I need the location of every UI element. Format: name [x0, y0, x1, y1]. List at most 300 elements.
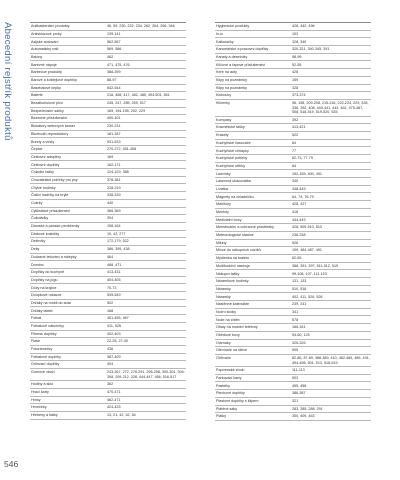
index-page-refs: 111-113 [292, 368, 305, 373]
index-page-refs: 22-25, 27-40 [107, 339, 128, 344]
index-page-refs: 562-567 [107, 39, 121, 44]
index-term: Odznaky [216, 340, 231, 345]
side-tab [0, 0, 24, 480]
index-page-refs: 531-533 [107, 139, 121, 144]
index-column-left [30, 22, 186, 420]
index-term: Náramkové hodinky [216, 279, 249, 284]
index-entry [215, 54, 371, 62]
index-page-refs: 52-55 [292, 62, 302, 67]
index-page-refs: 462-471 [107, 397, 121, 402]
index-entry [215, 147, 371, 155]
index-page-refs: 471, 475, 476 [107, 62, 130, 67]
index-entry [215, 46, 371, 54]
index-term: Hřebeny a šátky [31, 413, 58, 418]
index-page-refs: 428, 427 [292, 202, 307, 207]
index-term: Magnety na chladničku [216, 194, 254, 199]
index-page-refs: 366-369 [107, 208, 121, 213]
index-entry [30, 85, 186, 93]
index-page-refs: 13, 21, 42, 52, 54 [107, 413, 136, 418]
index-page-refs: 539-549 [107, 293, 121, 298]
index-term: Blokátory webových kamer [31, 124, 76, 129]
index-term: Automatický rošt [31, 47, 59, 52]
index-term: Doupkové rukávce [31, 293, 62, 298]
index-page-refs: 325-326 [292, 340, 306, 345]
index-term: Krasety [216, 133, 229, 138]
index-page-refs: 283, 285, 288, 291 [292, 406, 323, 411]
index-page-refs: 172-179, 522 [107, 239, 129, 244]
index-term: Mikiny [216, 240, 227, 245]
index-term: Chladicí tašky [31, 170, 54, 175]
index-entry [215, 247, 371, 255]
index-entry [30, 131, 186, 139]
index-entry [30, 192, 186, 200]
index-term: Doplňky na jógu [31, 277, 58, 282]
index-page-refs: 131, 133 [292, 279, 307, 284]
index-page-refs: 526 [292, 240, 299, 245]
index-page-refs: 124-129, 388 [107, 170, 129, 175]
index-entry [215, 232, 371, 240]
index-entry [215, 240, 371, 248]
index-page-refs: 468, 471 [107, 262, 122, 267]
index-term: Asijské stolování [31, 39, 59, 44]
index-page-refs: 404-405 [107, 277, 121, 282]
index-page-refs: 505 [292, 348, 299, 353]
index-entry [30, 100, 186, 108]
index-entry [215, 332, 371, 340]
index-term: Meteorologické stanice [216, 233, 254, 238]
index-page-refs: 168 [107, 308, 114, 313]
index-term: Ladvinky [216, 171, 231, 176]
index-entry [215, 286, 371, 294]
index-entry [215, 316, 371, 324]
index-term: Cestovní adaptéry [31, 154, 61, 159]
index-entry [30, 300, 186, 308]
index-term: Kuchyňské chňapky [216, 148, 249, 153]
index-term: Klíčové a řapové příslušenství [216, 62, 266, 67]
index-page-refs: 88-97 [107, 78, 117, 82]
index-entry [215, 324, 371, 332]
index-term: Bezpečnostní sáčky [31, 108, 64, 113]
index-term: Držáky tablet [31, 308, 53, 313]
index-term: Kosmetické tašky [216, 125, 245, 130]
index-term: Fotorámečky [31, 347, 53, 352]
index-page-refs: 338-339 [107, 193, 121, 198]
index-entry [215, 255, 371, 263]
index-entry [30, 23, 186, 31]
index-entry [215, 61, 371, 69]
index-term: Fitness doplňky [31, 331, 57, 336]
index-page-refs: 444-449 [292, 217, 306, 222]
index-page-refs: 392 [292, 117, 299, 122]
index-entry [215, 398, 371, 406]
index-entry [30, 412, 186, 420]
index-term: Klipy na poznámky [216, 78, 247, 82]
index-page-refs: 243-267, 272, 278-291, 296-298, 300-301, 304-308, 209-212, 328, 444-447, 456, 516-517 [107, 370, 185, 379]
index-entry [30, 54, 186, 62]
index-term: Nože na chléb [216, 317, 240, 322]
index-term: Nástěnné kalendáře [216, 302, 250, 307]
index-entry [30, 307, 186, 315]
index-term: Obědové boxy [216, 333, 240, 337]
index-page-refs: 109, 484-487, 491 [292, 248, 322, 253]
index-term: Fotbalové nákrčníky [31, 324, 64, 328]
index-page-refs: 400-401 [107, 116, 121, 121]
index-page-refs: 387-409 [107, 354, 121, 359]
index-term: Hygienické produkty [216, 24, 250, 29]
index-page-refs: 62-65 [292, 256, 302, 261]
index-entry [215, 375, 371, 383]
index-term: Papírenské zboží [216, 368, 245, 373]
index-term: Barevné nápoje [31, 62, 57, 67]
index-entry [30, 61, 186, 69]
index-term: Klíčenky [216, 101, 230, 106]
index-entry [30, 269, 186, 277]
index-page-refs: 462 [107, 54, 114, 59]
index-term: Kuchyňské potřeby [216, 156, 248, 161]
index-page-refs: 413-431 [107, 270, 121, 275]
index-term: Kompasy [216, 117, 232, 122]
index-term: Kuchyňské utěrky [216, 163, 246, 168]
index-entry [30, 354, 186, 362]
index-entry [215, 278, 371, 286]
index-page-refs: 54-60, 125 [292, 333, 310, 337]
index-page-refs: 64, 74, 76-79 [292, 194, 314, 199]
index-entry [215, 355, 371, 367]
index-entry [215, 340, 371, 348]
index-term: Čokoládky [31, 216, 49, 221]
index-term: Basebalové čepky [31, 85, 61, 90]
index-entry [215, 224, 371, 232]
index-term: Plátky [216, 414, 227, 419]
index-entry [30, 31, 186, 39]
index-term: Noční stolky [216, 309, 237, 314]
index-entry [30, 369, 186, 381]
index-entry [30, 123, 186, 131]
index-term: Kanafy a desetníky [216, 54, 248, 59]
index-entry [30, 284, 186, 292]
index-page-refs: 270-272, 451-456 [107, 147, 137, 152]
index-entry [215, 178, 371, 186]
index-entry [30, 361, 186, 369]
index-entry [30, 254, 186, 262]
index-entry [30, 146, 186, 154]
index-entry [30, 277, 186, 285]
index-column-right [215, 22, 371, 421]
index-page-refs: 404 [107, 362, 114, 367]
index-page-refs: 394 [107, 216, 114, 221]
index-term: Klipy na poznámky [216, 85, 247, 90]
index-entry [30, 292, 186, 300]
index-term: Deštníky [31, 239, 46, 244]
index-entry [30, 208, 186, 216]
index-page-refs: 96, 158, 209-208, 215-216, 222-224, 229, 328, 336, 392, 408, 440-441, 443, 461, 475-487, 508, 518-519, 519-520, 535 [292, 101, 369, 115]
index-entry [30, 46, 186, 54]
index-term: Náramky [216, 286, 231, 291]
index-page-refs: 440 [107, 201, 114, 205]
index-page-refs: 82-85, 87-89, 388-389, 410, 482-485, 489, 491, 494-496, 501, 513, 518-519 [292, 356, 370, 365]
index-entry [215, 270, 371, 278]
index-term: Hrací karty [31, 390, 49, 394]
index-entry [30, 346, 186, 354]
index-entry [30, 169, 186, 177]
index-term: Plátěné sáky [216, 406, 238, 411]
index-term: Hodiny a sklo [31, 382, 54, 387]
index-page-refs: 373-374 [292, 93, 306, 98]
index-term: Domino [31, 262, 44, 267]
index-page-refs: 230-231 [107, 124, 121, 129]
index-entry [30, 223, 186, 231]
index-page-refs: 402-403 [107, 331, 121, 336]
index-page-refs: 181-187 [107, 131, 121, 136]
page-number: 546 [4, 459, 19, 469]
index-page-refs: 428 [292, 70, 299, 75]
index-term: Grilovací doplňky [31, 362, 60, 367]
index-term: Otevírače na láhve [216, 348, 247, 353]
index-term: Baterie [31, 93, 43, 98]
index-term: Plechové doplňky [216, 391, 245, 396]
index-term: Fotbalové doplňky [31, 354, 61, 359]
index-term: Barbecue produkty [31, 70, 62, 75]
index-term: Multifunkční nástroje [216, 263, 250, 268]
index-page-refs: 451-455, 467 [107, 316, 129, 321]
index-page-refs: 158-164 [107, 224, 121, 229]
index-page-refs: 386-387 [292, 391, 306, 396]
index-term: Ohřívače [216, 356, 231, 361]
index-entry [215, 69, 371, 77]
index-entry [30, 404, 186, 412]
index-term: Mediciální boxy [216, 217, 242, 222]
index-page-refs: 503 [292, 375, 299, 380]
index-entry [215, 367, 371, 375]
index-term: Cukrky [31, 201, 43, 205]
index-entry [215, 155, 371, 163]
index-entry [215, 124, 371, 132]
index-entry [215, 117, 371, 125]
index-entry [215, 186, 371, 194]
index-term: In-lo [216, 31, 224, 36]
index-entry [30, 315, 186, 323]
index-entry [30, 389, 186, 397]
index-term: Hrnky [31, 397, 41, 402]
index-page-refs: 542-544 [107, 85, 121, 90]
index-term: Dózy na krajíce [31, 285, 57, 290]
index-page-refs: 470-471 [107, 390, 121, 394]
index-page-refs: 77 [292, 148, 297, 153]
index-page-refs: 46, 59, 230, 232, 234, 262, 264, 266, 346 [107, 24, 175, 29]
index-page-refs: 169, 194-195, 202, 229 [107, 108, 146, 113]
index-page-refs: 218, 408, 417, 482, 485, 494-501, 561 [107, 93, 170, 98]
index-page-refs: 428, 442, 496 [292, 24, 315, 29]
index-term: Dámské a pánské peněženky [31, 224, 80, 229]
index-entry [215, 390, 371, 398]
index-entry [30, 381, 186, 389]
index-term: Fotbal [31, 316, 42, 321]
index-page-refs: 388-399 [107, 70, 121, 75]
index-entry [215, 309, 371, 317]
index-page-refs: 245, 247, 285, 259, 517 [107, 101, 146, 106]
index-term: Lízátka [216, 186, 228, 191]
index-entry [215, 31, 371, 39]
index-entry [215, 23, 371, 31]
index-term: Cestovní doplňky [31, 162, 60, 167]
index-term: Kancelářské a pracovní doplňky [216, 47, 269, 52]
index-entry [215, 132, 371, 140]
index-entry [30, 184, 186, 192]
index-page-refs: 418 [292, 210, 299, 214]
index-term: Doplňky do kuchyně [31, 270, 65, 275]
index-entry [215, 85, 371, 93]
index-entry [30, 238, 186, 246]
index-page-refs: 569, 586 [107, 47, 122, 52]
index-page-refs: 428, 509-510, 513 [292, 225, 322, 230]
index-page-refs: 448-449 [292, 186, 306, 191]
index-term: Čepice [31, 147, 43, 152]
index-entry [30, 323, 186, 331]
index-term: Dárkové krabičky [31, 231, 60, 236]
index-entry [30, 69, 186, 77]
index-entry [215, 209, 371, 217]
index-entry [30, 138, 186, 146]
index-entry [215, 140, 371, 148]
index-term: Obaly na mobilní telefony [216, 325, 258, 330]
index-term: Plastové doplňky s klipem [216, 399, 259, 403]
index-entry [215, 293, 371, 301]
index-entry [215, 406, 371, 414]
index-term: Bundy a vesty [31, 139, 55, 144]
index-entry [30, 331, 186, 339]
index-page-refs: 522 [292, 133, 299, 138]
index-entry [215, 201, 371, 209]
index-term: Mýdlenka na toaletu [216, 256, 250, 261]
index-entry [215, 38, 371, 46]
index-term: Antibakteriální produkty [31, 24, 70, 29]
index-entry [215, 382, 371, 390]
index-entry [215, 217, 371, 225]
index-page-refs: 103 [292, 31, 299, 36]
index-entry [30, 115, 186, 123]
index-term: Bluetooth reproduktory [31, 131, 69, 136]
index-term: Hrnečeky [31, 405, 47, 410]
index-page-refs: 166-161 [292, 325, 306, 330]
index-term: Mince do nákupních vozíků [216, 248, 261, 253]
index-page-refs: 341 [292, 309, 299, 314]
index-page-refs: 139-141 [107, 31, 121, 36]
index-entry [215, 77, 371, 85]
index-term: Chovatelské potřeby pro psy [31, 177, 78, 182]
index-page-refs: 169 [107, 154, 114, 159]
index-entry [30, 38, 186, 46]
index-page-refs: 236-238 [292, 233, 306, 238]
index-page-refs: 169 [292, 78, 299, 82]
index-page-refs: 436 [107, 347, 114, 352]
index-term: Nákupní tašky [216, 271, 240, 276]
index-term: Mentoly [216, 210, 229, 214]
index-page-refs: 388, 391, 397, 511-512, 519 [292, 263, 339, 268]
index-term: Menstruační a ochranné prostředky [216, 225, 275, 230]
index-page-refs: 320-321, 340-345, 391 [292, 47, 330, 52]
index-term: Balóny [31, 54, 43, 59]
index-page-refs: 239, 241 [292, 302, 307, 307]
index-page-refs: 455, 458 [292, 383, 307, 388]
index-page-refs: 152-155, 400, 401 [292, 171, 322, 176]
index-page-refs: 411, 526 [107, 324, 122, 328]
index-page-refs: 328, 340 [292, 39, 307, 44]
index-page-refs: 378-381 [107, 177, 121, 182]
index-term: Bezedné příslušenství [31, 116, 68, 121]
index-page-refs: 328 [292, 85, 299, 90]
index-page-refs: 162-171 [107, 162, 121, 167]
index-term: Náramky [216, 294, 231, 299]
index-page-refs: 340 [292, 179, 299, 184]
index-page-refs: 64 [292, 163, 297, 168]
index-page-refs: 10, 42, 277 [107, 231, 126, 236]
index-term: Čisticí hadříky na brýle [31, 193, 69, 198]
index-entry [215, 163, 371, 171]
index-page-refs: 70-73 [107, 285, 117, 290]
index-page-refs: 62-73, 77-79 [292, 156, 313, 161]
index-page-refs: 386, 395, 438 [107, 247, 130, 252]
index-page-refs: 402, 411, 526, 528 [292, 294, 323, 299]
index-term: Laserová ukazovátka [216, 179, 251, 184]
index-page-refs: 218-219 [107, 185, 121, 190]
index-entry [215, 193, 371, 201]
index-entry [30, 154, 186, 162]
index-term: Manikúry [216, 202, 231, 207]
index-term: Kalkulačky [216, 39, 234, 44]
index-term: Parkovací karty [216, 375, 242, 380]
index-term: Kuchyňské časovače [216, 140, 251, 145]
index-entry [30, 338, 186, 346]
index-page-refs: 464 [107, 254, 114, 259]
index-entry [30, 215, 186, 223]
index-entry [215, 170, 371, 178]
index-term: Keře na auty [216, 70, 237, 75]
index-entry [30, 246, 186, 254]
index-page-refs: 64 [292, 140, 297, 145]
index-term: Pastelky [216, 383, 230, 388]
index-entry [30, 161, 186, 169]
index-entry [30, 261, 186, 269]
index-term: Antiskluzové prvky [31, 31, 62, 36]
index-term: Chytré hodinky [31, 185, 56, 190]
index-term: Dočasné tetování a nálepky [31, 254, 77, 259]
index-term: Barové a koktejlové doplňky [31, 78, 77, 82]
index-entry [30, 92, 186, 100]
index-entry [215, 263, 371, 271]
index-term: Deky [31, 247, 40, 252]
index-entry [215, 347, 371, 355]
index-page-refs: 413-421 [292, 125, 306, 130]
index-page-refs: 321 [292, 399, 299, 403]
index-term: Cyklistické příslušenství [31, 208, 71, 213]
index-term: Klobouky [216, 93, 232, 98]
index-entry [215, 100, 371, 117]
index-term: Bezalkoholové pivo [31, 101, 63, 106]
index-entry [30, 108, 186, 116]
index-page-refs: 99-108, 107, 111-123 [292, 271, 327, 276]
index-section-title: Abecední rejstřík produktů [2, 22, 13, 141]
index-entry [30, 77, 186, 85]
index-page-refs: 362 [107, 382, 114, 387]
index-page-refs: 502 [107, 300, 114, 305]
index-page-refs: 424-425 [107, 405, 121, 410]
index-page-refs: 98-99 [292, 54, 302, 59]
index-term: Gumové zboží [31, 370, 55, 375]
index-entry [30, 177, 186, 185]
index-entry [215, 92, 371, 100]
index-entry [30, 200, 186, 208]
index-term: Flaše [31, 339, 41, 344]
